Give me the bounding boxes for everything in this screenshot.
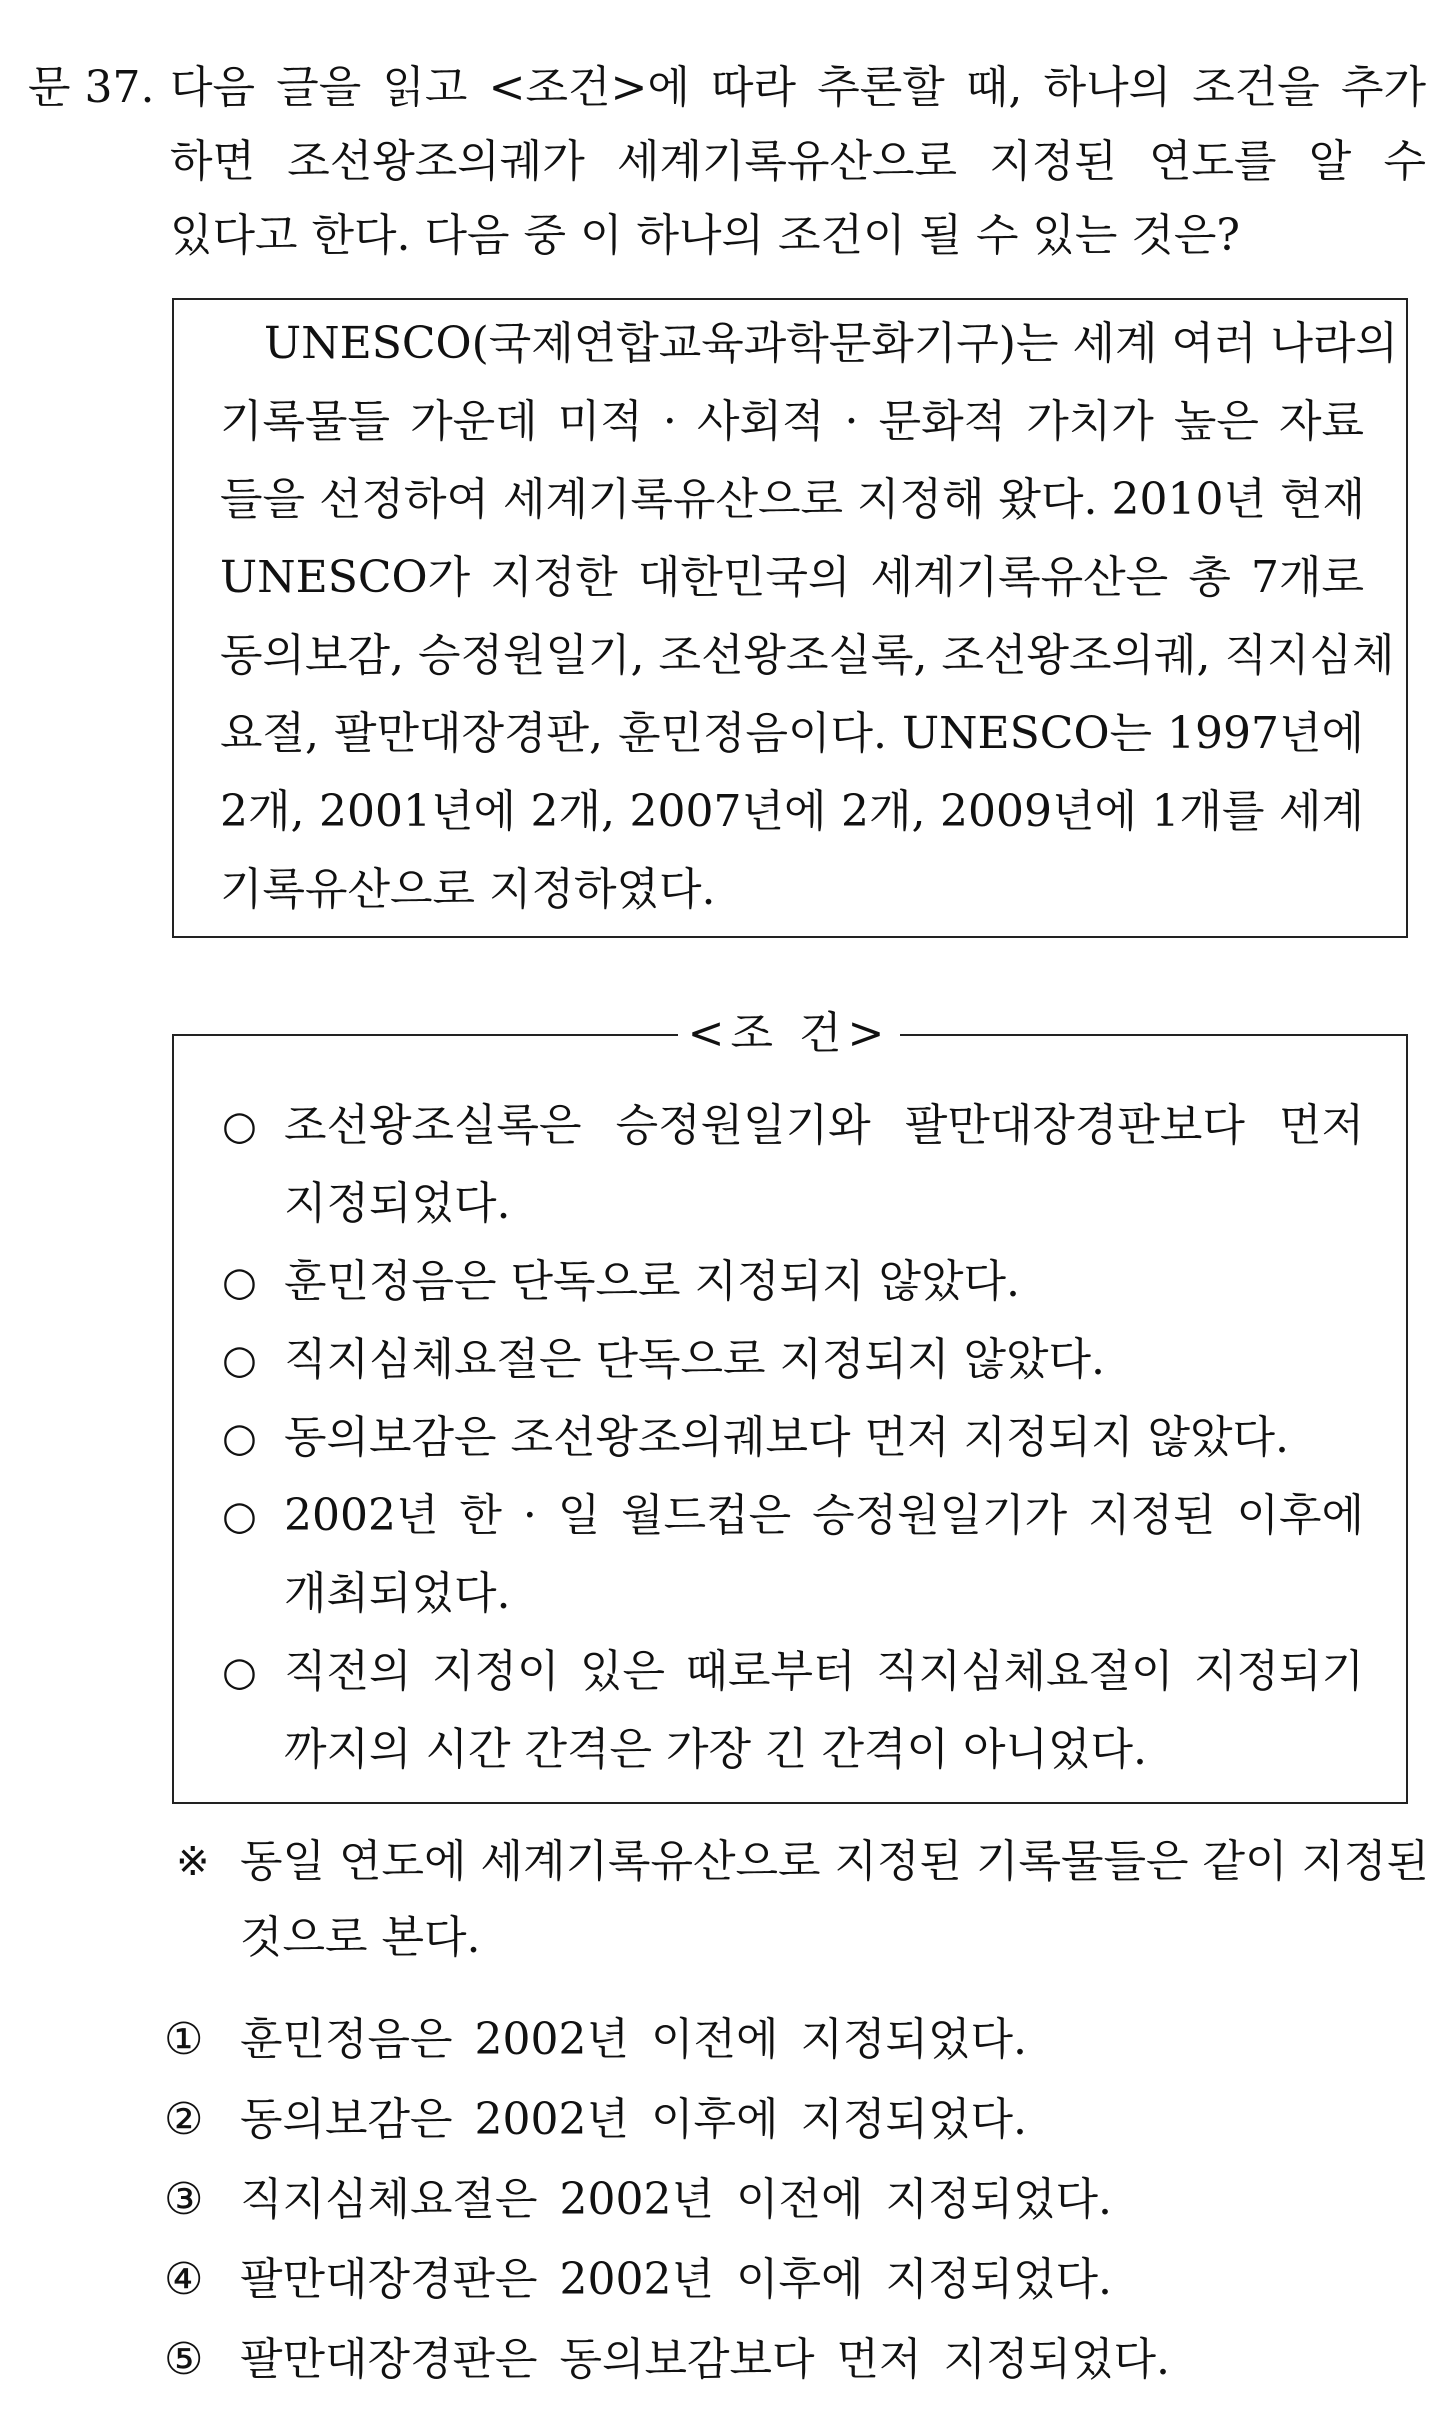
condition-bullet: ○ [222,1649,257,1695]
option-number[interactable]: ③ [164,2174,204,2225]
question-line-1 [170,58,1426,118]
option-2[interactable]: 동의보감은 2002년 이후에 지정되었다. [240,2094,1027,2145]
question-text-1: 다음 글을 읽고 <조건>에 따라 추론할 때, 하나의 조건을 추가 [170,62,1427,113]
passage-line: 동의보감, 승정원일기, 조선왕조실록, 조선왕조의궤, 직지심체 [220,630,1395,681]
condition-line: 개최되었다. [284,1568,511,1619]
note-line: 동일 연도에 세계기록유산으로 지정된 기록물들은 같이 지정된 [240,1836,1430,1887]
note-mark: ※ [176,1839,210,1885]
question-number: 문 37. [28,62,155,113]
option-1[interactable]: 훈민정음은 2002년 이전에 지정되었다. [240,2014,1027,2065]
condition-bullet: ○ [222,1415,257,1461]
condition-line: 직전의 지정이 있은 때로부터 직지심체요절이 지정되기 [284,1646,1364,1697]
condition-bullet: ○ [222,1259,257,1305]
option-4[interactable]: 팔만대장경판은 2002년 이후에 지정되었다. [240,2254,1112,2305]
condition-bullet: ○ [222,1337,257,1383]
condition-line: 까지의 시간 간격은 가장 긴 간격이 아니었다. [284,1724,1147,1775]
passage-line: 요절, 팔만대장경판, 훈민정음이다. UNESCO는 1997년에 [220,708,1364,759]
passage-line: UNESCO가 지정한 대한민국의 세계기록유산은 총 7개로 [220,552,1364,603]
option-3[interactable]: 직지심체요절은 2002년 이전에 지정되었다. [240,2174,1112,2225]
condition-bullet: ○ [222,1493,257,1539]
condition-line: 동의보감은 조선왕조의궤보다 먼저 지정되지 않았다. [284,1412,1290,1463]
question-text-3: 있다고 한다. 다음 중 이 하나의 조건이 될 수 있는 것은? [170,210,1241,261]
passage-line: 2개, 2001년에 2개, 2007년에 2개, 2009년에 1개를 세계 [220,786,1364,837]
passage-line: 기록물들 가운데 미적 · 사회적 · 문화적 가치가 높은 자료 [220,396,1364,447]
passage-line: UNESCO(국제연합교육과학문화기구)는 세계 여러 나라의 [264,318,1398,369]
condition-line: 훈민정음은 단독으로 지정되지 않았다. [284,1256,1021,1307]
option-number[interactable]: ④ [164,2254,204,2305]
condition-line: 지정되었다. [284,1178,511,1229]
passage-line: 들을 선정하여 세계기록유산으로 지정해 왔다. 2010년 현재 [220,474,1365,525]
condition-line: 직지심체요절은 단독으로 지정되지 않았다. [284,1334,1106,1385]
condition-bullet: ○ [222,1103,257,1149]
question-line-2 [170,132,1426,192]
passage-line: 기록유산으로 지정하였다. [220,864,716,915]
option-number[interactable]: ② [164,2094,204,2145]
note-line: 것으로 본다. [240,1912,481,1963]
option-number[interactable]: ① [164,2014,204,2065]
question-text-2: 하면 조선왕조의궤가 세계기록유산으로 지정된 연도를 알 수 [170,136,1426,187]
condition-line: 2002년 한 · 일 월드컵은 승정원일기가 지정된 이후에 [284,1490,1364,1541]
option-number[interactable]: ⑤ [164,2334,204,2385]
option-5[interactable]: 팔만대장경판은 동의보감보다 먼저 지정되었다. [240,2334,1171,2385]
condition-line: 조선왕조실록은 승정원일기와 팔만대장경판보다 먼저 [284,1100,1364,1151]
conditions-title: <조 건> [678,1004,900,1064]
